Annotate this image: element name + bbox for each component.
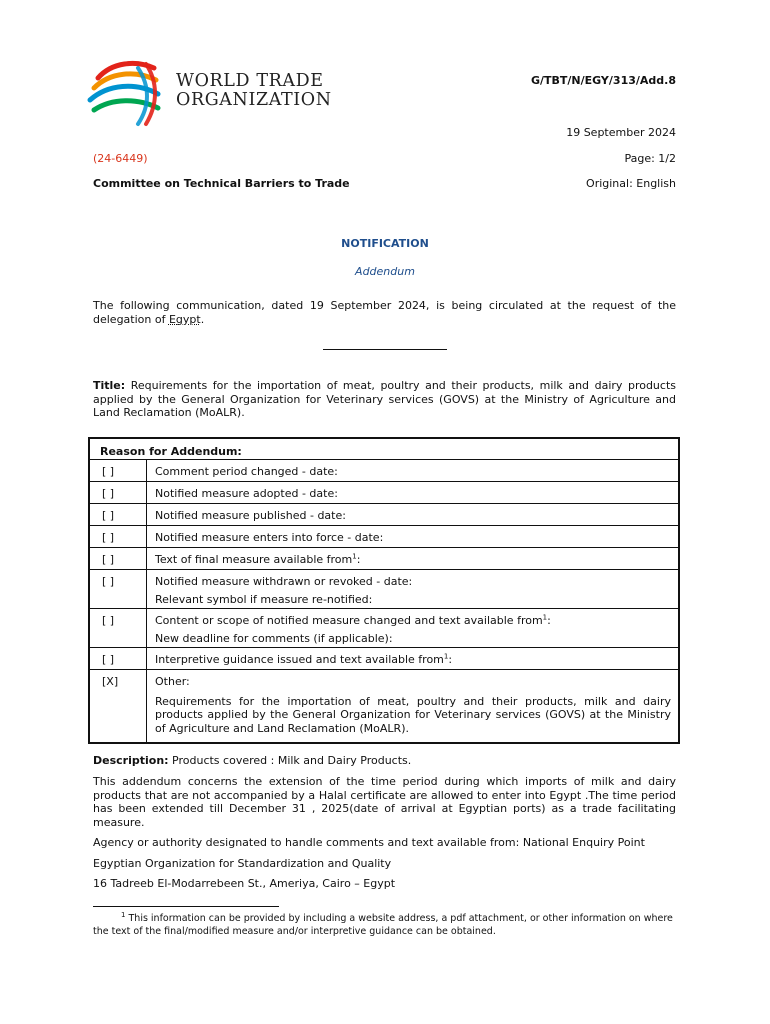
checkbox-cell: [ ] (90, 504, 147, 525)
wto-logo-text (176, 72, 332, 110)
table-row (90, 609, 678, 648)
checkbox-cell: [ ] (90, 570, 147, 608)
page-indicator: Page: 1/2 (624, 152, 676, 165)
table-row (90, 526, 678, 548)
notification-heading: NOTIFICATION (341, 237, 429, 250)
reason-text: Content or scope of notified measure changed and text available from$^1$: (155, 613, 551, 627)
description-text: Products covered : Milk and Dairy Products. (168, 754, 412, 767)
table-row (90, 670, 678, 742)
checkbox-cell-checked: [X] (90, 670, 147, 742)
reason-text: Interpretive guidance issued and text available from$^1$: (155, 652, 453, 666)
reason-text: Text of final measure available from$^1$: (155, 552, 361, 566)
intro-text: The following communication, dated 19 September 2024, is being circulated at the request of the delegation of (93, 299, 676, 326)
reason-text: Other: (155, 675, 190, 688)
reason-subtext: New deadline for comments (if applicable): (155, 631, 393, 645)
document-symbol: G/TBT/N/EGY/313/Add.8 (530, 74, 676, 87)
footnote-separator (93, 906, 279, 907)
footnote-text: This information can be provided by including a website address, a pdf attachment, or other information on where the text of the final/modified measure and/or interpretive guidance can be obtained. (93, 913, 673, 937)
original-language: Original: English (586, 177, 676, 190)
title-paragraph (93, 379, 676, 420)
org-name-line2: ORGANIZATION (176, 90, 332, 110)
reason-text: Notified measure published - date: (155, 509, 346, 522)
checkbox-cell: [ ] (90, 482, 147, 503)
table-row (90, 648, 678, 670)
reason-text: Notified measure adopted - date: (155, 487, 338, 500)
footnote-number: 1 (121, 910, 126, 919)
agency-line: Agency or authority designated to handle comments and text available from: National Enquiry Point (93, 836, 645, 849)
description-label: Description: (93, 754, 169, 767)
checkbox-cell: [ ] (90, 648, 147, 669)
checkbox-cell: [ ] (90, 526, 147, 547)
org-name-line1: WORLD TRADE (176, 71, 324, 91)
footnote (93, 910, 676, 938)
checkbox-cell: [ ] (90, 609, 147, 647)
title-text: Requirements for the importation of meat, poultry and their products, milk and dairy products applied by the General Organization for Veterinary services (GOVS) at the Ministry of Agriculture and Land Reclamation (MoALR). (93, 379, 676, 419)
agency-organization: Egyptian Organization for Standardization and Quality (93, 857, 392, 870)
footnote-ref: 1 (352, 552, 357, 561)
intro-period: . (200, 312, 205, 326)
document-number: (24-6449) (93, 152, 148, 165)
table-row (90, 482, 678, 504)
reason-text: Comment period changed - date: (155, 465, 338, 478)
footnote-ref: 1 (443, 652, 449, 661)
checkbox-cell: [ ] (90, 460, 147, 481)
description-line (93, 754, 676, 768)
document-date: 19 September 2024 (566, 126, 676, 139)
reason-table-header: Reason for Addendum: (90, 439, 678, 460)
title-label: Title: (93, 379, 126, 392)
reason-other-detail: Requirements for the importation of meat, poultry and their products, milk and dairy products applied by the General Organization for Veterinary services (GOVS) at the Ministry of Agriculture and Land Reclamation (MoALR). (155, 694, 671, 735)
reason-subtext: Relevant symbol if measure re-notified: (155, 592, 373, 606)
wto-logo-mark (84, 58, 176, 130)
agency-address: 16 Tadreeb El-Modarrebeen St., Ameriya, Cairo – Egypt (93, 877, 396, 890)
footnote-ref: 1 (542, 613, 548, 622)
reason-text: Notified measure enters into force - date: (155, 531, 384, 544)
reason-table (88, 437, 680, 744)
table-row (90, 504, 678, 526)
reason-text: Notified measure withdrawn or revoked - date: (155, 575, 413, 588)
table-row (90, 570, 678, 609)
table-row (90, 460, 678, 482)
committee-name: Committee on Technical Barriers to Trade (93, 177, 350, 190)
description-paragraph: This addendum concerns the extension of the time period during which imports of milk and dairy products that are not accompanied by a Halal certificate are allowed to enter into Egypt .The time period has been extended till December 31 , 2025(date of arrival at Egyptian ports) as a trade facilitating measure. (93, 775, 676, 829)
checkbox-cell: [ ] (90, 548, 147, 569)
separator-line (323, 349, 447, 350)
intro-country: Egypt (168, 312, 201, 326)
table-row (90, 548, 678, 570)
intro-paragraph (93, 299, 676, 326)
addendum-subheading: Addendum (355, 265, 415, 278)
